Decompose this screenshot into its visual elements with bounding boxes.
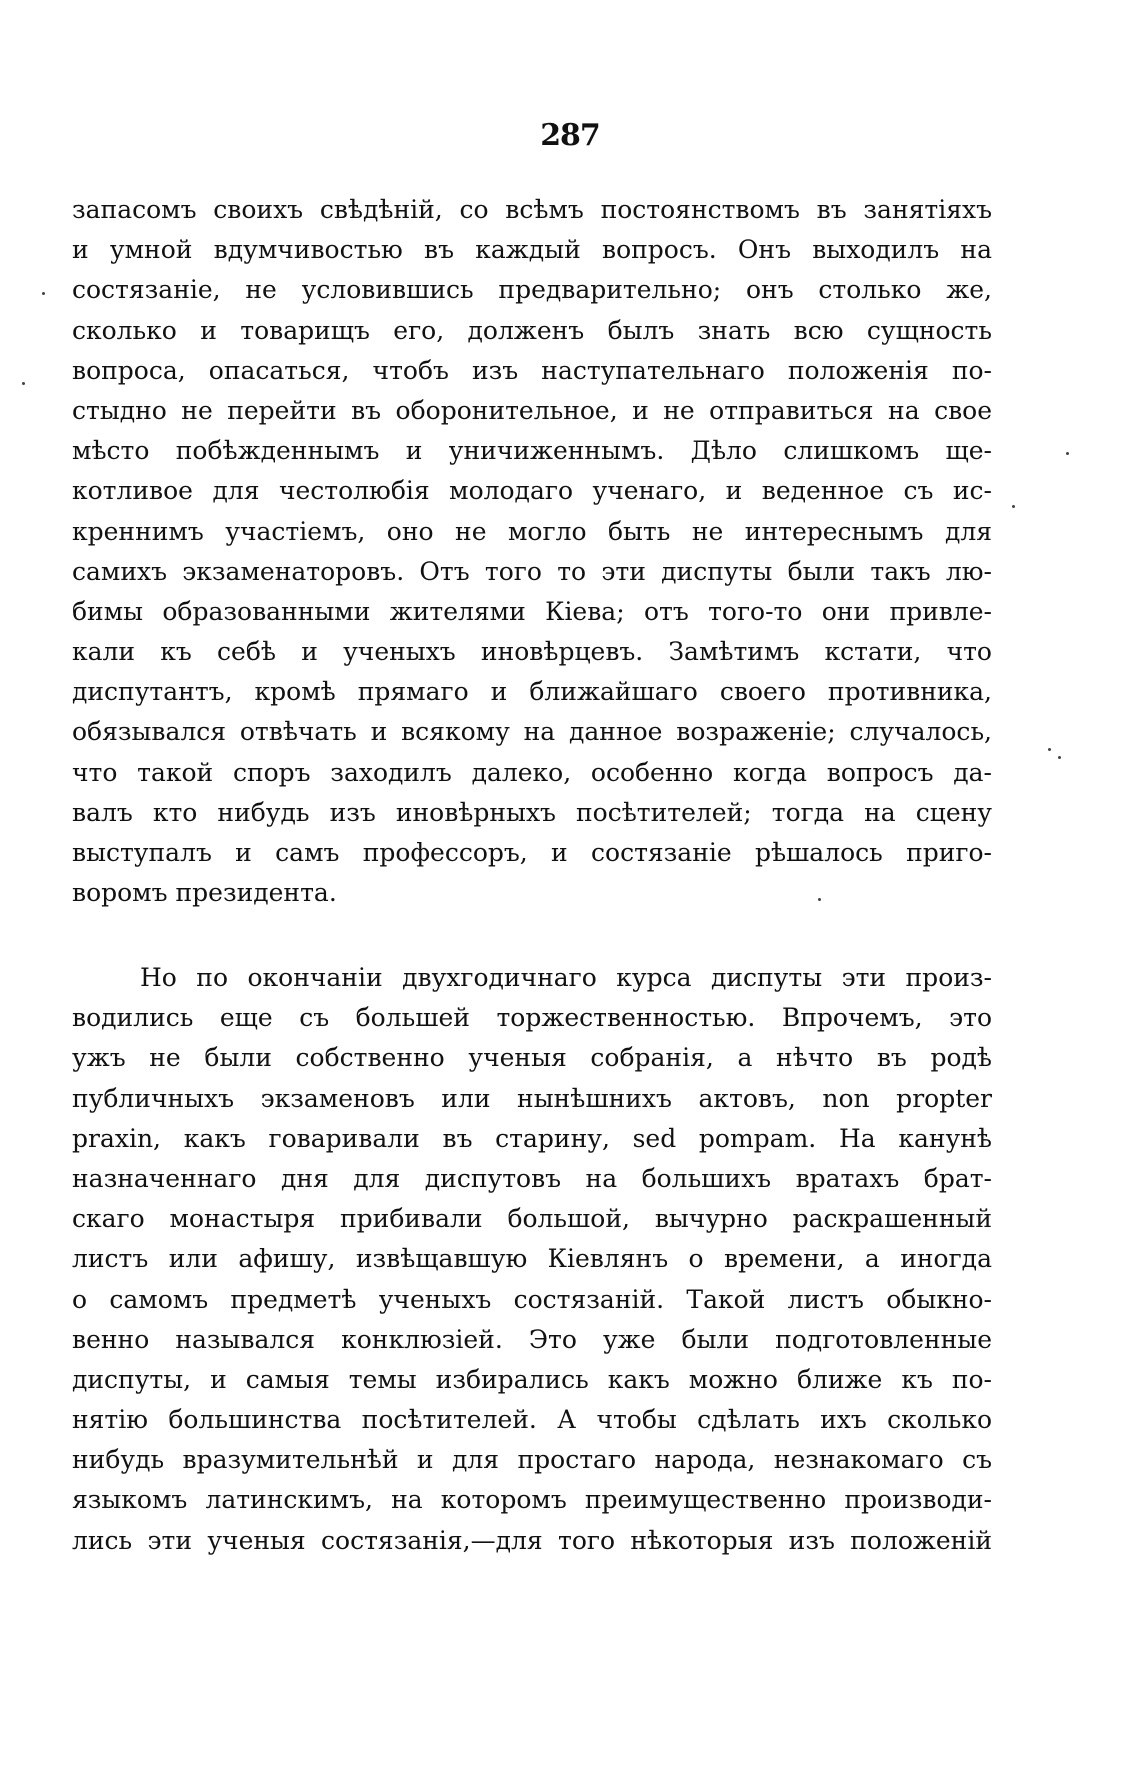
text-line: диспутантъ, кромѣ прямаго и ближайшаго своего противника, [72,677,992,707]
text-line: кали къ себѣ и ученыхъ иновѣрцевъ. Замѣтимъ кстати, что [72,637,992,667]
text-line: бимы образованными жителями Кіева; отъ того-то они привле- [72,596,992,626]
text-line: венно назывался конклюзіей. Это уже были подготовленные [72,1324,992,1354]
text-line: лись эти ученыя состязанія,—для того нѣкоторыя изъ положеній [72,1525,992,1555]
scan-speck [1048,748,1051,751]
scan-speck [42,292,45,295]
text-line: вопроса, опасаться, чтобъ изъ наступательнаго положенія по- [72,355,992,385]
scan-speck [1058,756,1061,759]
text-line: нятію большинства посѣтителей. А чтобы сдѣлать ихъ сколько [72,1405,992,1435]
text-line: о самомъ предметѣ ученыхъ состязаній. Такой листъ обыкно- [72,1284,992,1314]
text-line: котливое для честолюбія молодаго ученаго, и веденное съ ис- [72,476,992,506]
text-line: водились еще съ большей торжественностью. Впрочемъ, это [72,1003,992,1033]
text-line: что такой споръ заходилъ далеко, особенно когда вопросъ да- [72,757,992,787]
paragraph-1 [72,190,992,913]
text-line: сколько и товарищъ его, долженъ былъ знать всю сущность [72,315,992,345]
text-line: языкомъ латинскимъ, на которомъ преимущественно производи- [72,1485,992,1515]
text-line: самихъ экзаменаторовъ. Отъ того то эти диспуты были такъ лю- [72,556,992,586]
scan-speck [1012,505,1015,508]
scan-speck [818,898,821,901]
text-line: состязаніе, не условившись предварительно; онъ столько же, [72,275,992,305]
text-line: мѣсто побѣжденнымъ и уничиженнымъ. Дѣло слишкомъ ще- [72,436,992,466]
text-line: стыдно не перейти въ оборонительное, и не отправиться на свое [72,395,992,425]
text-line: скаго монастыря прибивали большой, вычурно раскрашенный [72,1204,992,1234]
text-line: ужъ не были собственно ученыя собранія, а нѣчто въ родѣ [72,1043,992,1073]
text-line: Но по окончаніи двухгодичнаго курса диспуты эти произ- [140,963,992,992]
text-line: листъ или афишу, извѣщавшую Кіевлянъ о времени, а иногда [72,1244,992,1274]
text-line: назначеннаго дня для диспутовъ на большихъ вратахъ брат- [72,1163,992,1193]
text-line: запасомъ своихъ свѣдѣній, со всѣмъ постоянствомъ въ занятіяхъ [72,195,992,224]
text-line: диспуты, и самыя темы избирались какъ можно ближе къ по- [72,1364,992,1394]
text-line: praxin, какъ говаривали въ старину, sed pompam. На канунѣ [72,1123,992,1153]
text-line: воромъ президента. [72,878,337,908]
text-line: публичныхъ экзаменовъ или нынѣшнихъ актовъ, non propter [72,1083,992,1113]
text-line: обязывался отвѣчать и всякому на данное возраженіе; случалось, [72,717,992,747]
scan-speck [22,382,25,385]
page-number: 287 [540,118,600,153]
text-line: креннимъ участіемъ, оно не могло быть не интереснымъ для [72,516,992,546]
text-line: нибудь вразумительнѣй и для простаго народа, незнакомаго съ [72,1445,992,1475]
scan-speck [1066,452,1069,455]
paragraph-2 [72,958,992,1561]
text-line: и умной вдумчивостью въ каждый вопросъ. Онъ выходилъ на [72,235,992,265]
text-line: валъ кто нибудь изъ иновѣрныхъ посѣтителей; тогда на сцену [72,797,992,827]
text-line: выступалъ и самъ профессоръ, и состязаніе рѣшалось приго- [72,838,992,867]
